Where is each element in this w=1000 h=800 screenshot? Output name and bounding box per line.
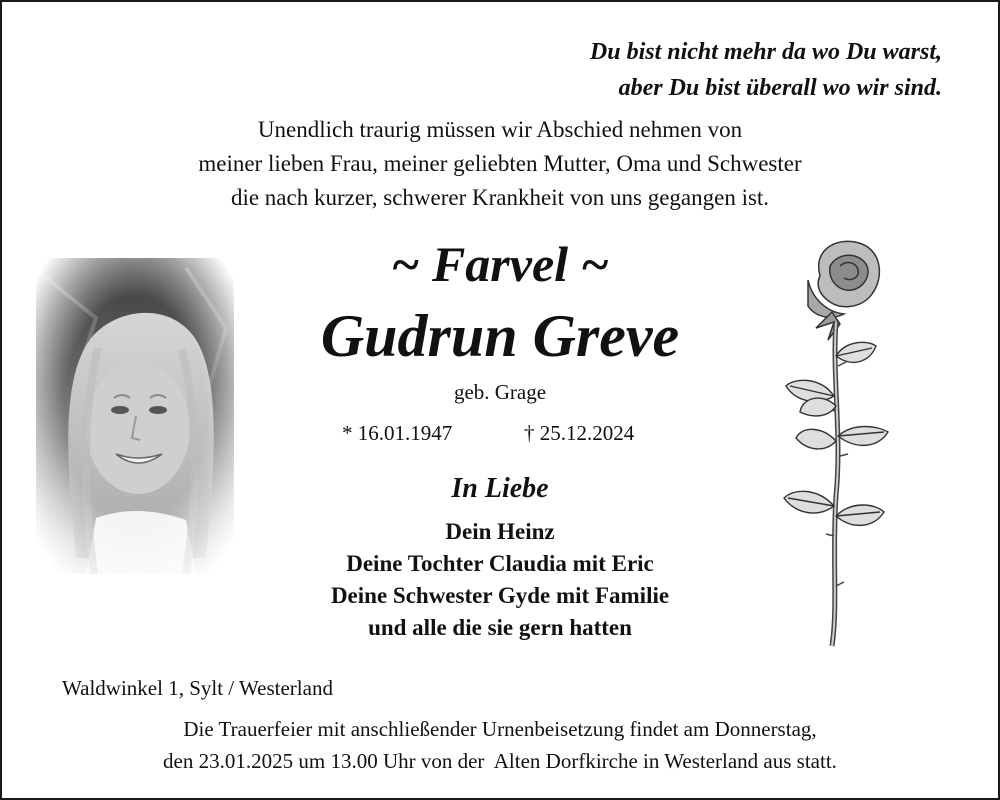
- mourners-list: [250, 516, 750, 644]
- motto-line-1: Du bist nicht mehr da wo Du warst,: [589, 39, 942, 65]
- birth-date: * 16.01.1947: [342, 421, 453, 445]
- mourner-line: Deine Schwester Gyde mit Familie: [330, 583, 670, 608]
- mourner-line: und alle die sie gern hatten: [368, 615, 632, 640]
- mourner-line: Dein Heinz: [445, 519, 555, 544]
- in-love-heading: In Liebe: [451, 473, 549, 504]
- deceased-name: Gudrun Greve: [320, 303, 680, 369]
- service-line-1: Die Trauerfeier mit anschließender Urnenbeisetzung findet am Donnerstag,: [183, 717, 817, 741]
- intro-text: [100, 113, 900, 215]
- birth-name: geb. Grage: [453, 380, 547, 404]
- mourner-line: Deine Tochter Claudia mit Eric: [346, 551, 654, 576]
- address: Waldwinkel 1, Sylt / Westerland: [62, 676, 333, 700]
- rose-icon: [772, 236, 902, 656]
- motto-line-2: aber Du bist überall wo wir sind.: [618, 75, 942, 101]
- service-line-2: den 23.01.2025 um 13.00 Uhr von der Alten Dorfkirche in Westerland aus statt.: [163, 749, 837, 773]
- death-date: † 25.12.2024: [524, 421, 635, 445]
- portrait-photo: [36, 258, 234, 574]
- life-dates: [250, 418, 750, 448]
- intro-line-3: die nach kurzer, schwerer Krankheit von uns gegangen ist.: [230, 185, 770, 210]
- intro-line-1: Unendlich traurig müssen wir Abschied nehmen von: [257, 117, 743, 142]
- intro-line-2: meiner lieben Frau, meiner geliebten Mutter, Oma und Schwester: [198, 151, 802, 176]
- motto: [382, 34, 942, 106]
- farewell-heading: ~ Farvel ~: [390, 236, 610, 292]
- service-announcement: [40, 713, 960, 777]
